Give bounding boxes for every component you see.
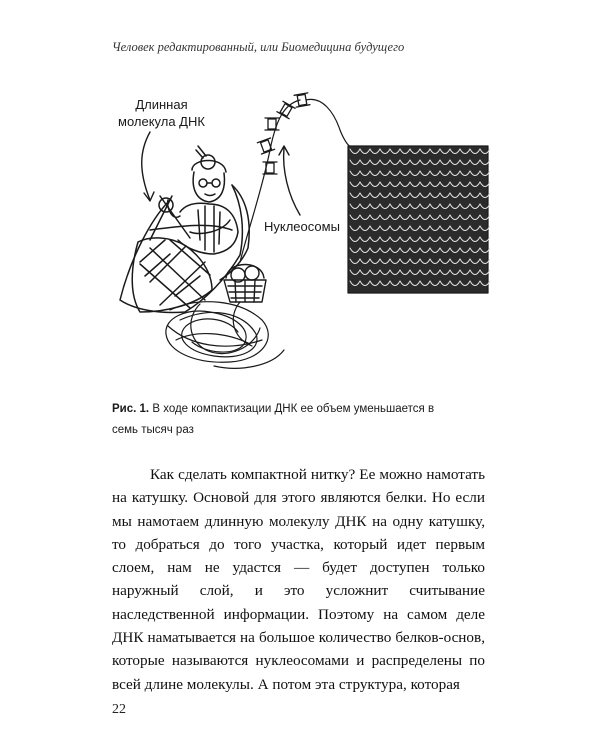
caption-label: Рис. 1. — [112, 403, 150, 415]
knitted-fabric-icon — [348, 146, 490, 293]
dna-label-line2: молекула ДНК — [118, 114, 205, 129]
nucleosome-spools-icon — [257, 93, 352, 174]
yarn-basket-icon — [224, 265, 266, 303]
dna-label-line1: Длинная — [135, 97, 188, 112]
nucleosomes-label: Нуклеосомы — [264, 219, 340, 234]
dna-arrow-icon — [142, 132, 154, 201]
running-header: Человек редактированный, или Биомедицина будущего — [112, 40, 405, 54]
figure-caption — [112, 399, 452, 441]
nucleosome-arrow-icon — [279, 146, 300, 215]
dna-label — [118, 96, 205, 130]
knitting-grandmother-icon — [120, 146, 249, 313]
page-number: 22 — [112, 702, 126, 717]
body-paragraph: Как сделать компактной нитку? Ее можно намотать на катушку. Основой для этого являются белки. Но если мы намотаем длинную молекулу ДНК на одну катушку, то добраться до того участка, который идет первым слоем, нам не удастся — будет доступен только наружный слой, и это усложнит считывание наследственной информации. Поэтому на самом деле ДНК наматывается на большое количество белков-основ, которые называются нуклеосомами и распределены по всей длине молекулы. А потом эта структура, которая — [112, 466, 485, 693]
caption-text: В ходе компактизации ДНК ее объем уменьшается в семь тысяч раз — [112, 403, 435, 436]
